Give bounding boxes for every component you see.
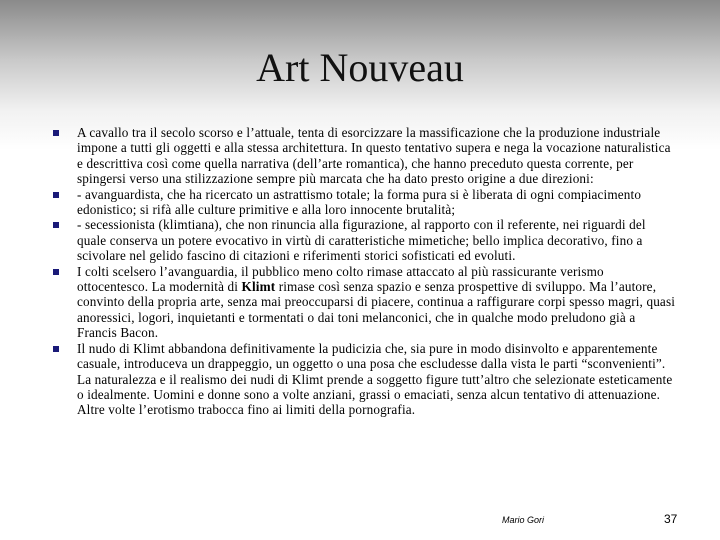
- bullet-text: - secessionista (klimtiana), che non rinuncia alla figurazione, al rapporto con il referente, nei riguardi del quale conserva un potere evocativo in virtù di caratteristiche mimetiche; bello implica decorativo, fino a scivolare nel gelido fascino di citazioni e riferimenti storici sofisticati ed evoluti.: [77, 217, 646, 264]
- bullet-item: [48, 217, 678, 263]
- square-bullet-icon: [53, 222, 59, 228]
- page-number: 37: [664, 512, 678, 526]
- bullet-text: [77, 264, 675, 341]
- bullet-text: - avanguardista, che ha ricercato un astrattismo totale; la forma pura si è liberata di ogni compiacimento edonistico; si rifà alle culture primitive e alla loro innocente brutalità;: [77, 186, 642, 218]
- square-bullet-icon: [53, 130, 59, 136]
- square-bullet-icon: [53, 269, 59, 275]
- square-bullet-icon: [53, 192, 59, 198]
- footer-author: Mario Gori: [502, 515, 545, 525]
- square-bullet-icon: [53, 346, 59, 352]
- bullet-text: A cavallo tra il secolo scorso e l’attuale, tenta di esorcizzare la massificazione che la produzione industriale impone a tutti gli oggetti e alla stessa architettura. In questo tentativo supera e nega la vocazione naturalistica e descrittiva così come quella narrativa (dell’arte romantica), che hanno preceduto questa corrente, per spingersi verso una stilizzazione sempre più marcata che ha dato presto origine a due direzioni:: [77, 125, 671, 187]
- bullet-text: Il nudo di Klimt abbandona definitivamente la pudicizia che, sia pure in modo disinvolto e apparentemente casuale, introduceva un drappeggio, un oggetto o una posa che escludesse dalla vista le parti “sconvenienti”. La naturalezza e il realismo dei nudi di Klimt prende a soggetto figure tutt’altro che selezionate esteticamente o idealmente. Uomini e donne sono a volte anziani, grassi o emaciati, senza alcun tentativo di attenuazione. Altre volte l’erotismo trabocca fino ai limiti della pornografia.: [77, 340, 673, 418]
- bullet-item: [48, 264, 678, 341]
- bullet-item: [48, 187, 678, 218]
- slide-title: Art Nouveau: [256, 45, 464, 90]
- bullet-item: [48, 341, 678, 418]
- bullet-text-part: I colti scelsero l’avanguardia, il pubblico meno colto rimase attaccato al più rassicurante verismo ottocentesco. La modernità di: [77, 263, 604, 295]
- bullet-list: [48, 125, 678, 418]
- bullet-item: [48, 125, 678, 187]
- bold-name-klimt: Klimt: [241, 279, 276, 295]
- bullet-text-part: rimase così senza spazio e senza prospettive di sviluppo. Ma l’autore, convinto della propria arte, senza mai preoccuparsi di piacere, continua a raffigurare corpi spesso magri, quasi anoressici, logori, inquietanti e tormentati o dai toni melanconici, che in qualche modo preludono già a Francis Bacon.: [77, 279, 676, 341]
